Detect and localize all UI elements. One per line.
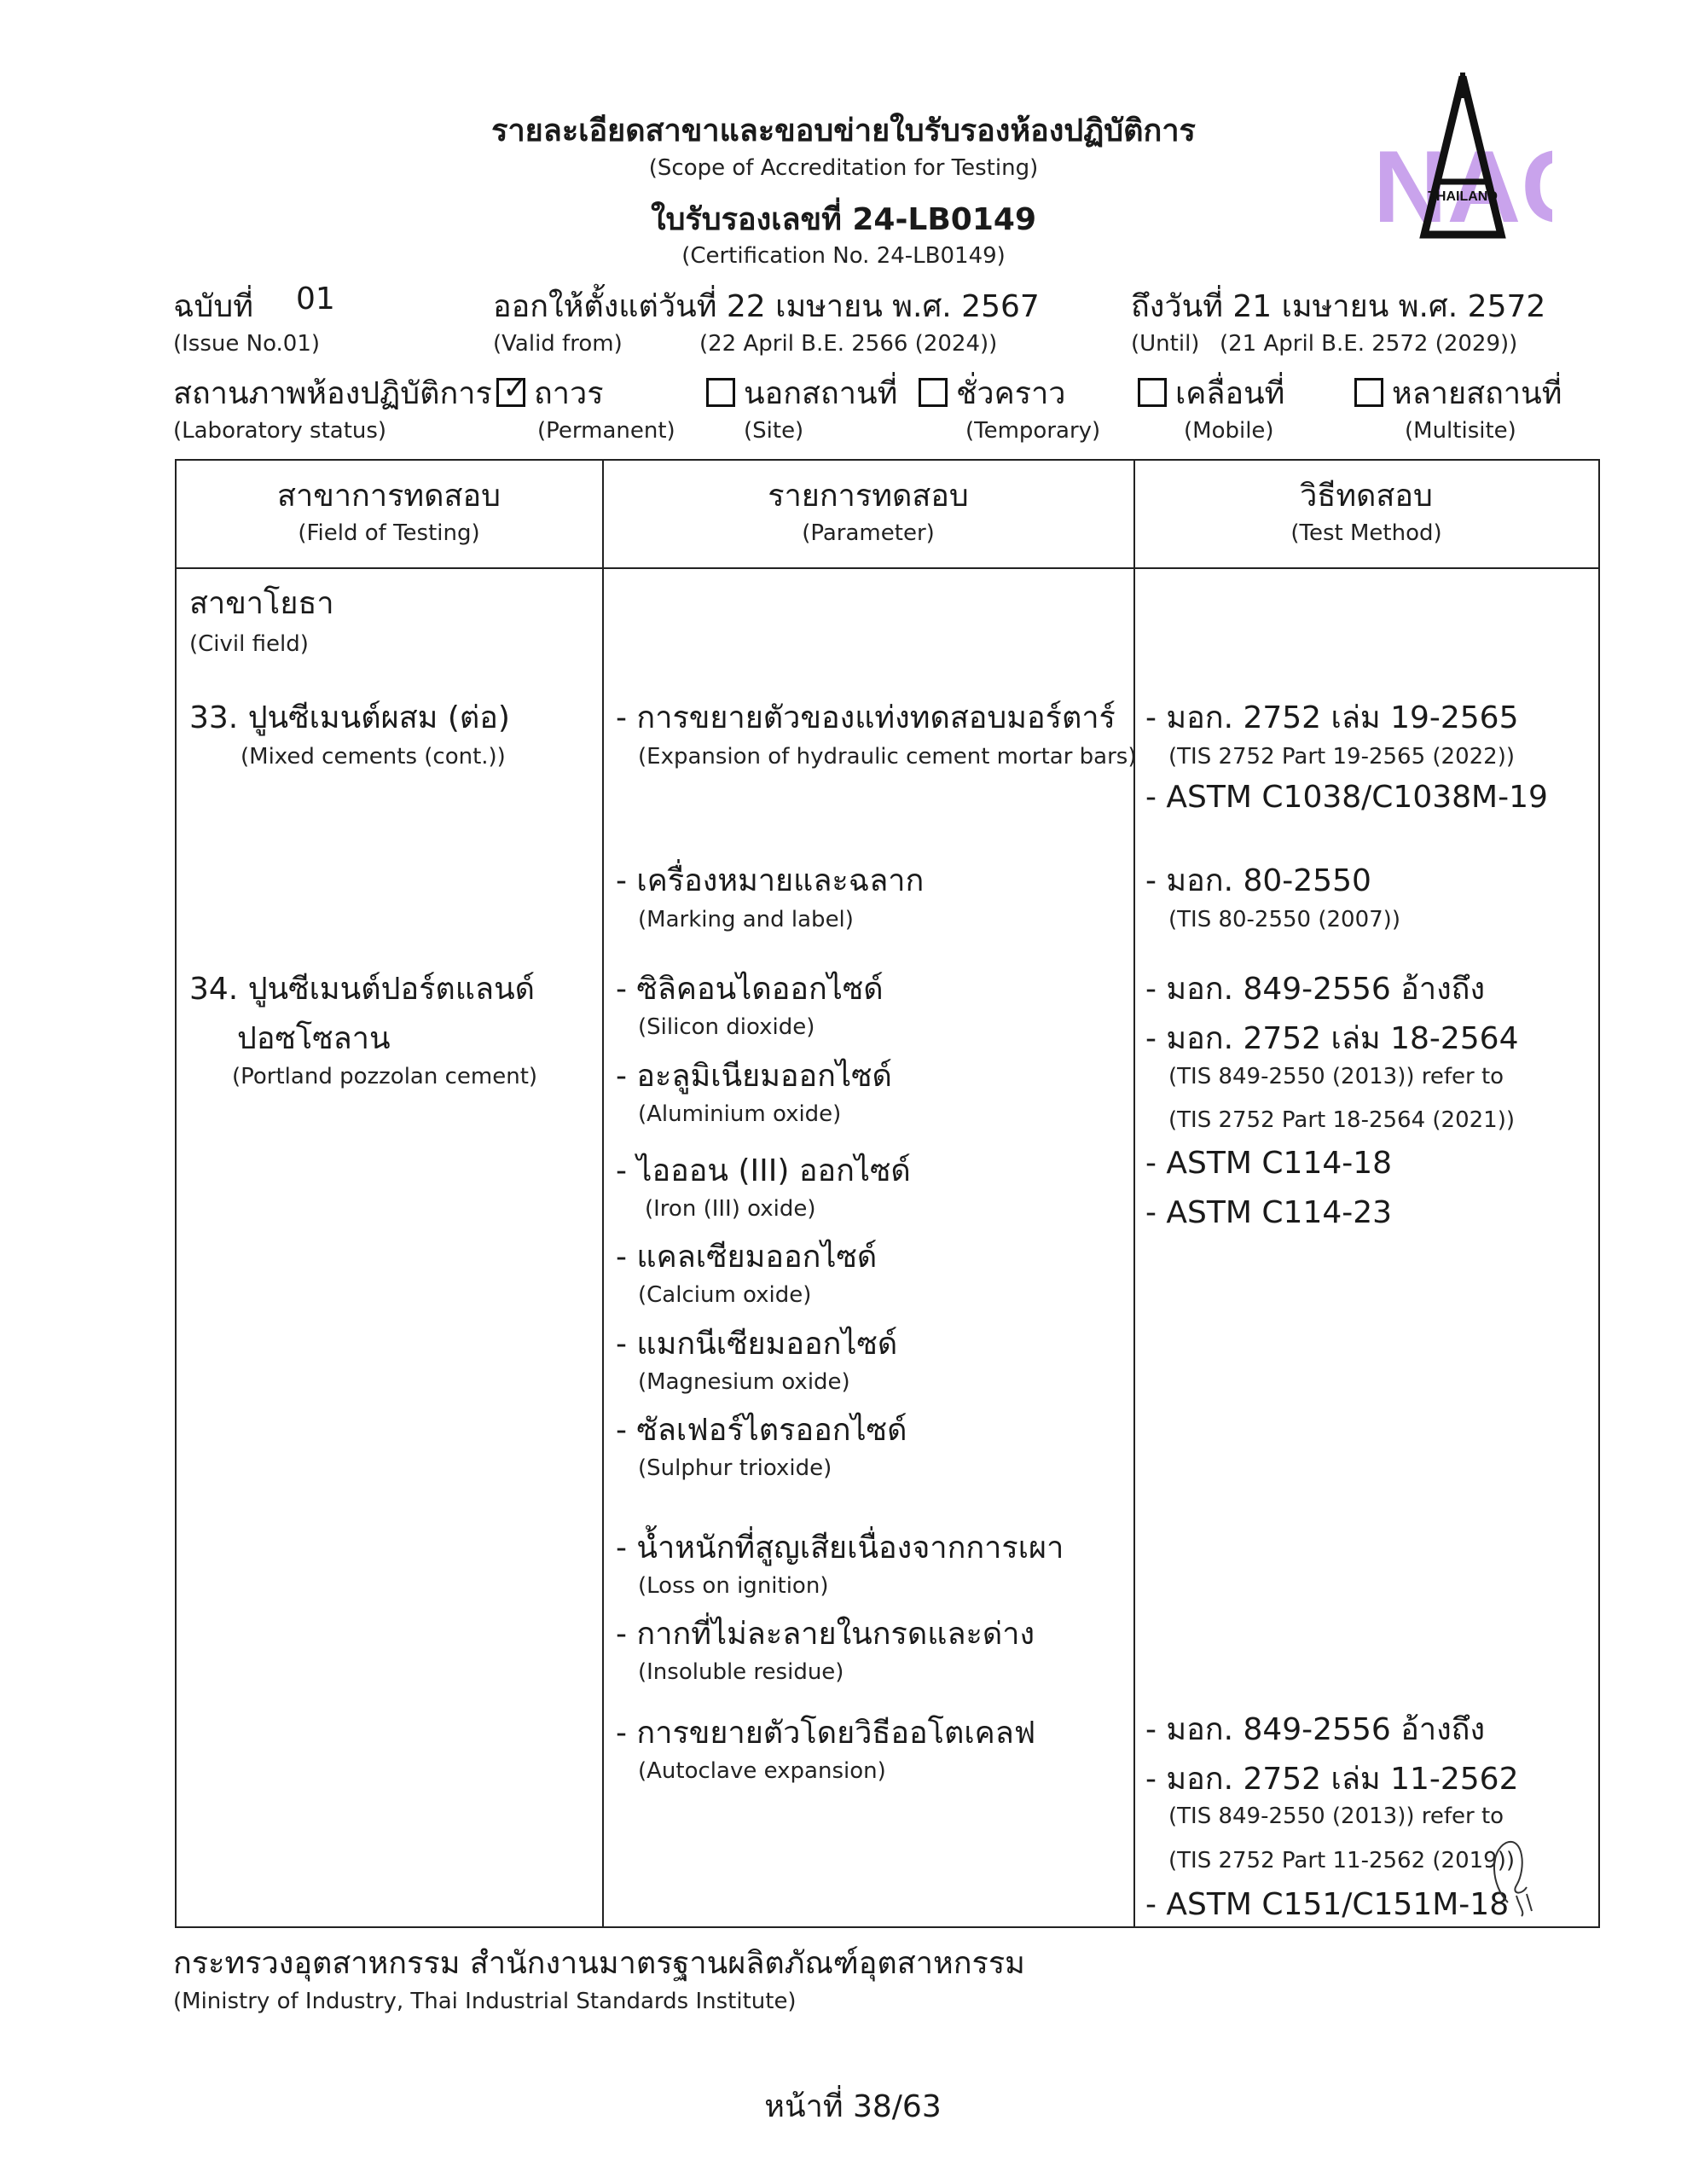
- status-permanent-en: (Permanent): [537, 418, 675, 444]
- field-name-en: (Civil field): [189, 631, 309, 657]
- status-temporary-en: (Temporary): [965, 418, 1101, 444]
- param-silicon-dioxide: - ซิลิคอนไดออกไซด์: [616, 972, 884, 1007]
- valid-from-date-en: (22 April B.E. 2566 (2024)): [699, 331, 998, 357]
- status-site: นอกสถานที่: [706, 369, 897, 417]
- param-loss-on-ignition-en: (Loss on ignition): [638, 1573, 829, 1599]
- item-33: 33. ปูนซีเมนต์ผสม (ต่อ): [189, 700, 510, 735]
- valid-from: ออกให้ตั้งแต่วันที่ 22 เมษายน พ.ศ. 2567: [493, 289, 1040, 324]
- param-autoclave-expansion-en: (Autoclave expansion): [638, 1758, 886, 1784]
- item-34-en: (Portland pozzolan cement): [232, 1064, 538, 1089]
- status-permanent: ✓ ถาวร: [496, 369, 604, 417]
- ministry-name: กระทรวงอุตสาหกรรม สำนักงานมาตรฐานผลิตภัณฑ์อุตสาหกรรม: [173, 1946, 1025, 1981]
- column-header-parameter: รายการทดสอบ: [768, 479, 969, 514]
- param-marking-label: - เครื่องหมายและฉลาก: [616, 863, 925, 898]
- logo-letters: NA: [1373, 130, 1522, 243]
- param-autoclave-expansion: - การขยายตัวโดยวิธีออโตเคลฟ: [616, 1716, 1036, 1751]
- method-tis-2752-11: - มอก. 2752 เล่ม 11-2562: [1145, 1762, 1519, 1797]
- issue-number: 01: [296, 282, 335, 317]
- page-subtitle: (Scope of Accreditation for Testing): [648, 155, 1039, 181]
- checkbox-icon: [1354, 378, 1383, 407]
- method-tis-80-en: (TIS 80-2550 (2007)): [1168, 907, 1400, 932]
- issue-label-en: (Issue No.01): [173, 331, 321, 357]
- param-marking-label-en: (Marking and label): [638, 907, 854, 932]
- checkbox-icon: [919, 378, 948, 407]
- valid-until-date-en: (21 April B.E. 2572 (2029)): [1220, 331, 1518, 357]
- status-mobile-en: (Mobile): [1184, 418, 1274, 444]
- checkbox-checked-icon: ✓: [496, 378, 525, 407]
- method-astm-c114-18: - ASTM C114-18: [1145, 1146, 1393, 1181]
- nac-thailand-logo: [1373, 73, 1552, 243]
- method-tis-2752-19: - มอก. 2752 เล่ม 19-2565: [1145, 700, 1519, 735]
- param-magnesium-oxide: - แมกนีเซียมออกไซด์: [616, 1327, 898, 1362]
- method-astm-c1038: - ASTM C1038/C1038M-19: [1145, 780, 1548, 815]
- param-mortar-expansion: - การขยายตัวของแท่งทดสอบมอร์ตาร์: [616, 700, 1116, 735]
- item-33-en: (Mixed cements (cont.)): [241, 744, 506, 770]
- param-magnesium-oxide-en: (Magnesium oxide): [638, 1369, 850, 1395]
- method-astm-c114-23: - ASTM C114-23: [1145, 1195, 1393, 1230]
- column-header-field: สาขาการทดสอบ: [277, 479, 501, 514]
- param-calcium-oxide-en: (Calcium oxide): [638, 1282, 812, 1308]
- method-astm-c151: - ASTM C151/C151M-18: [1145, 1887, 1510, 1922]
- column-header-method: วิธีทดสอบ: [1300, 479, 1433, 514]
- method-tis-2752-19-en: (TIS 2752 Part 19-2565 (2022)): [1168, 744, 1515, 770]
- lab-status-label-en: (Laboratory status): [173, 418, 387, 444]
- param-aluminium-oxide: - อะลูมิเนียมออกไซด์: [616, 1059, 892, 1094]
- certificate-number: ใบรับรองเลขที่ 24-LB0149: [650, 202, 1037, 237]
- param-insoluble-residue-en: (Insoluble residue): [638, 1659, 844, 1685]
- column-header-method-en: (Test Method): [1290, 520, 1442, 546]
- signature: [1482, 1834, 1542, 1920]
- param-iron-oxide: - ไอออน (III) ออกไซด์: [616, 1153, 911, 1188]
- certificate-number-en: (Certification No. 24-LB0149): [681, 243, 1006, 269]
- param-loss-on-ignition: - น้ำหนักที่สูญเสียเนื่องจากการเผา: [616, 1531, 1064, 1565]
- item-34-line2: ปอซโซลาน: [237, 1021, 391, 1056]
- status-multisite: หลายสถานที่: [1354, 369, 1562, 417]
- valid-from-label-en: (Valid from): [493, 331, 623, 357]
- param-sulphur-trioxide-en: (Sulphur trioxide): [638, 1455, 832, 1481]
- param-silicon-dioxide-en: (Silicon dioxide): [638, 1014, 815, 1040]
- item-34: 34. ปูนซีเมนต์ปอร์ตแลนด์: [189, 972, 536, 1007]
- valid-until-label-en: (Until): [1131, 331, 1200, 357]
- table-header-divider: [175, 567, 1600, 569]
- column-divider: [602, 459, 604, 1928]
- page-number: หน้าที่ 38/63: [764, 2089, 942, 2124]
- status-temporary: ชั่วคราว: [919, 369, 1066, 417]
- param-sulphur-trioxide: - ซัลเฟอร์ไตรออกไซด์: [616, 1413, 907, 1448]
- method-tis-2752-11-en: (TIS 2752 Part 11-2562 (2019)): [1168, 1848, 1515, 1873]
- page-title: รายละเอียดสาขาและขอบข่ายใบรับรองห้องปฏิบัติการ: [491, 113, 1196, 148]
- checkbox-icon: [706, 378, 735, 407]
- param-iron-oxide-en: (Iron (III) oxide): [645, 1196, 816, 1222]
- param-calcium-oxide: - แคลเซียมออกไซด์: [616, 1240, 878, 1275]
- column-header-parameter-en: (Parameter): [802, 520, 935, 546]
- method-tis-849: - มอก. 849-2556 อ้างถึง: [1145, 972, 1486, 1007]
- param-aluminium-oxide-en: (Aluminium oxide): [638, 1101, 842, 1127]
- column-divider: [1133, 459, 1135, 1928]
- status-mobile: เคลื่อนที่: [1138, 369, 1284, 417]
- method-tis-2752-18: - มอก. 2752 เล่ม 18-2564: [1145, 1021, 1519, 1056]
- status-multisite-en: (Multisite): [1405, 418, 1516, 444]
- method-tis-849-autoclave: - มอก. 849-2556 อ้างถึง: [1145, 1712, 1486, 1747]
- valid-until: ถึงวันที่ 21 เมษายน พ.ศ. 2572: [1131, 289, 1546, 324]
- method-tis-849-autoclave-en: (TIS 849-2550 (2013)) refer to: [1168, 1804, 1504, 1829]
- logo-text: THAILAND: [1428, 189, 1498, 204]
- lab-status-label: สถานภาพห้องปฏิบัติการ: [173, 376, 492, 411]
- method-tis-80: - มอก. 80-2550: [1145, 863, 1371, 898]
- param-mortar-expansion-en: (Expansion of hydraulic cement mortar bars): [638, 744, 1137, 770]
- checkbox-icon: [1138, 378, 1167, 407]
- method-tis-2752-18-en: (TIS 2752 Part 18-2564 (2021)): [1168, 1107, 1515, 1133]
- method-tis-849-en: (TIS 849-2550 (2013)) refer to: [1168, 1064, 1504, 1089]
- status-site-en: (Site): [744, 418, 804, 444]
- field-name: สาขาโยธา: [189, 586, 334, 621]
- column-header-field-en: (Field of Testing): [298, 520, 480, 546]
- ministry-name-en: (Ministry of Industry, Thai Industrial Standards Institute): [173, 1989, 797, 2014]
- param-insoluble-residue: - กากที่ไม่ละลายในกรดและด่าง: [616, 1617, 1035, 1652]
- issue-label: ฉบับที่: [173, 289, 253, 324]
